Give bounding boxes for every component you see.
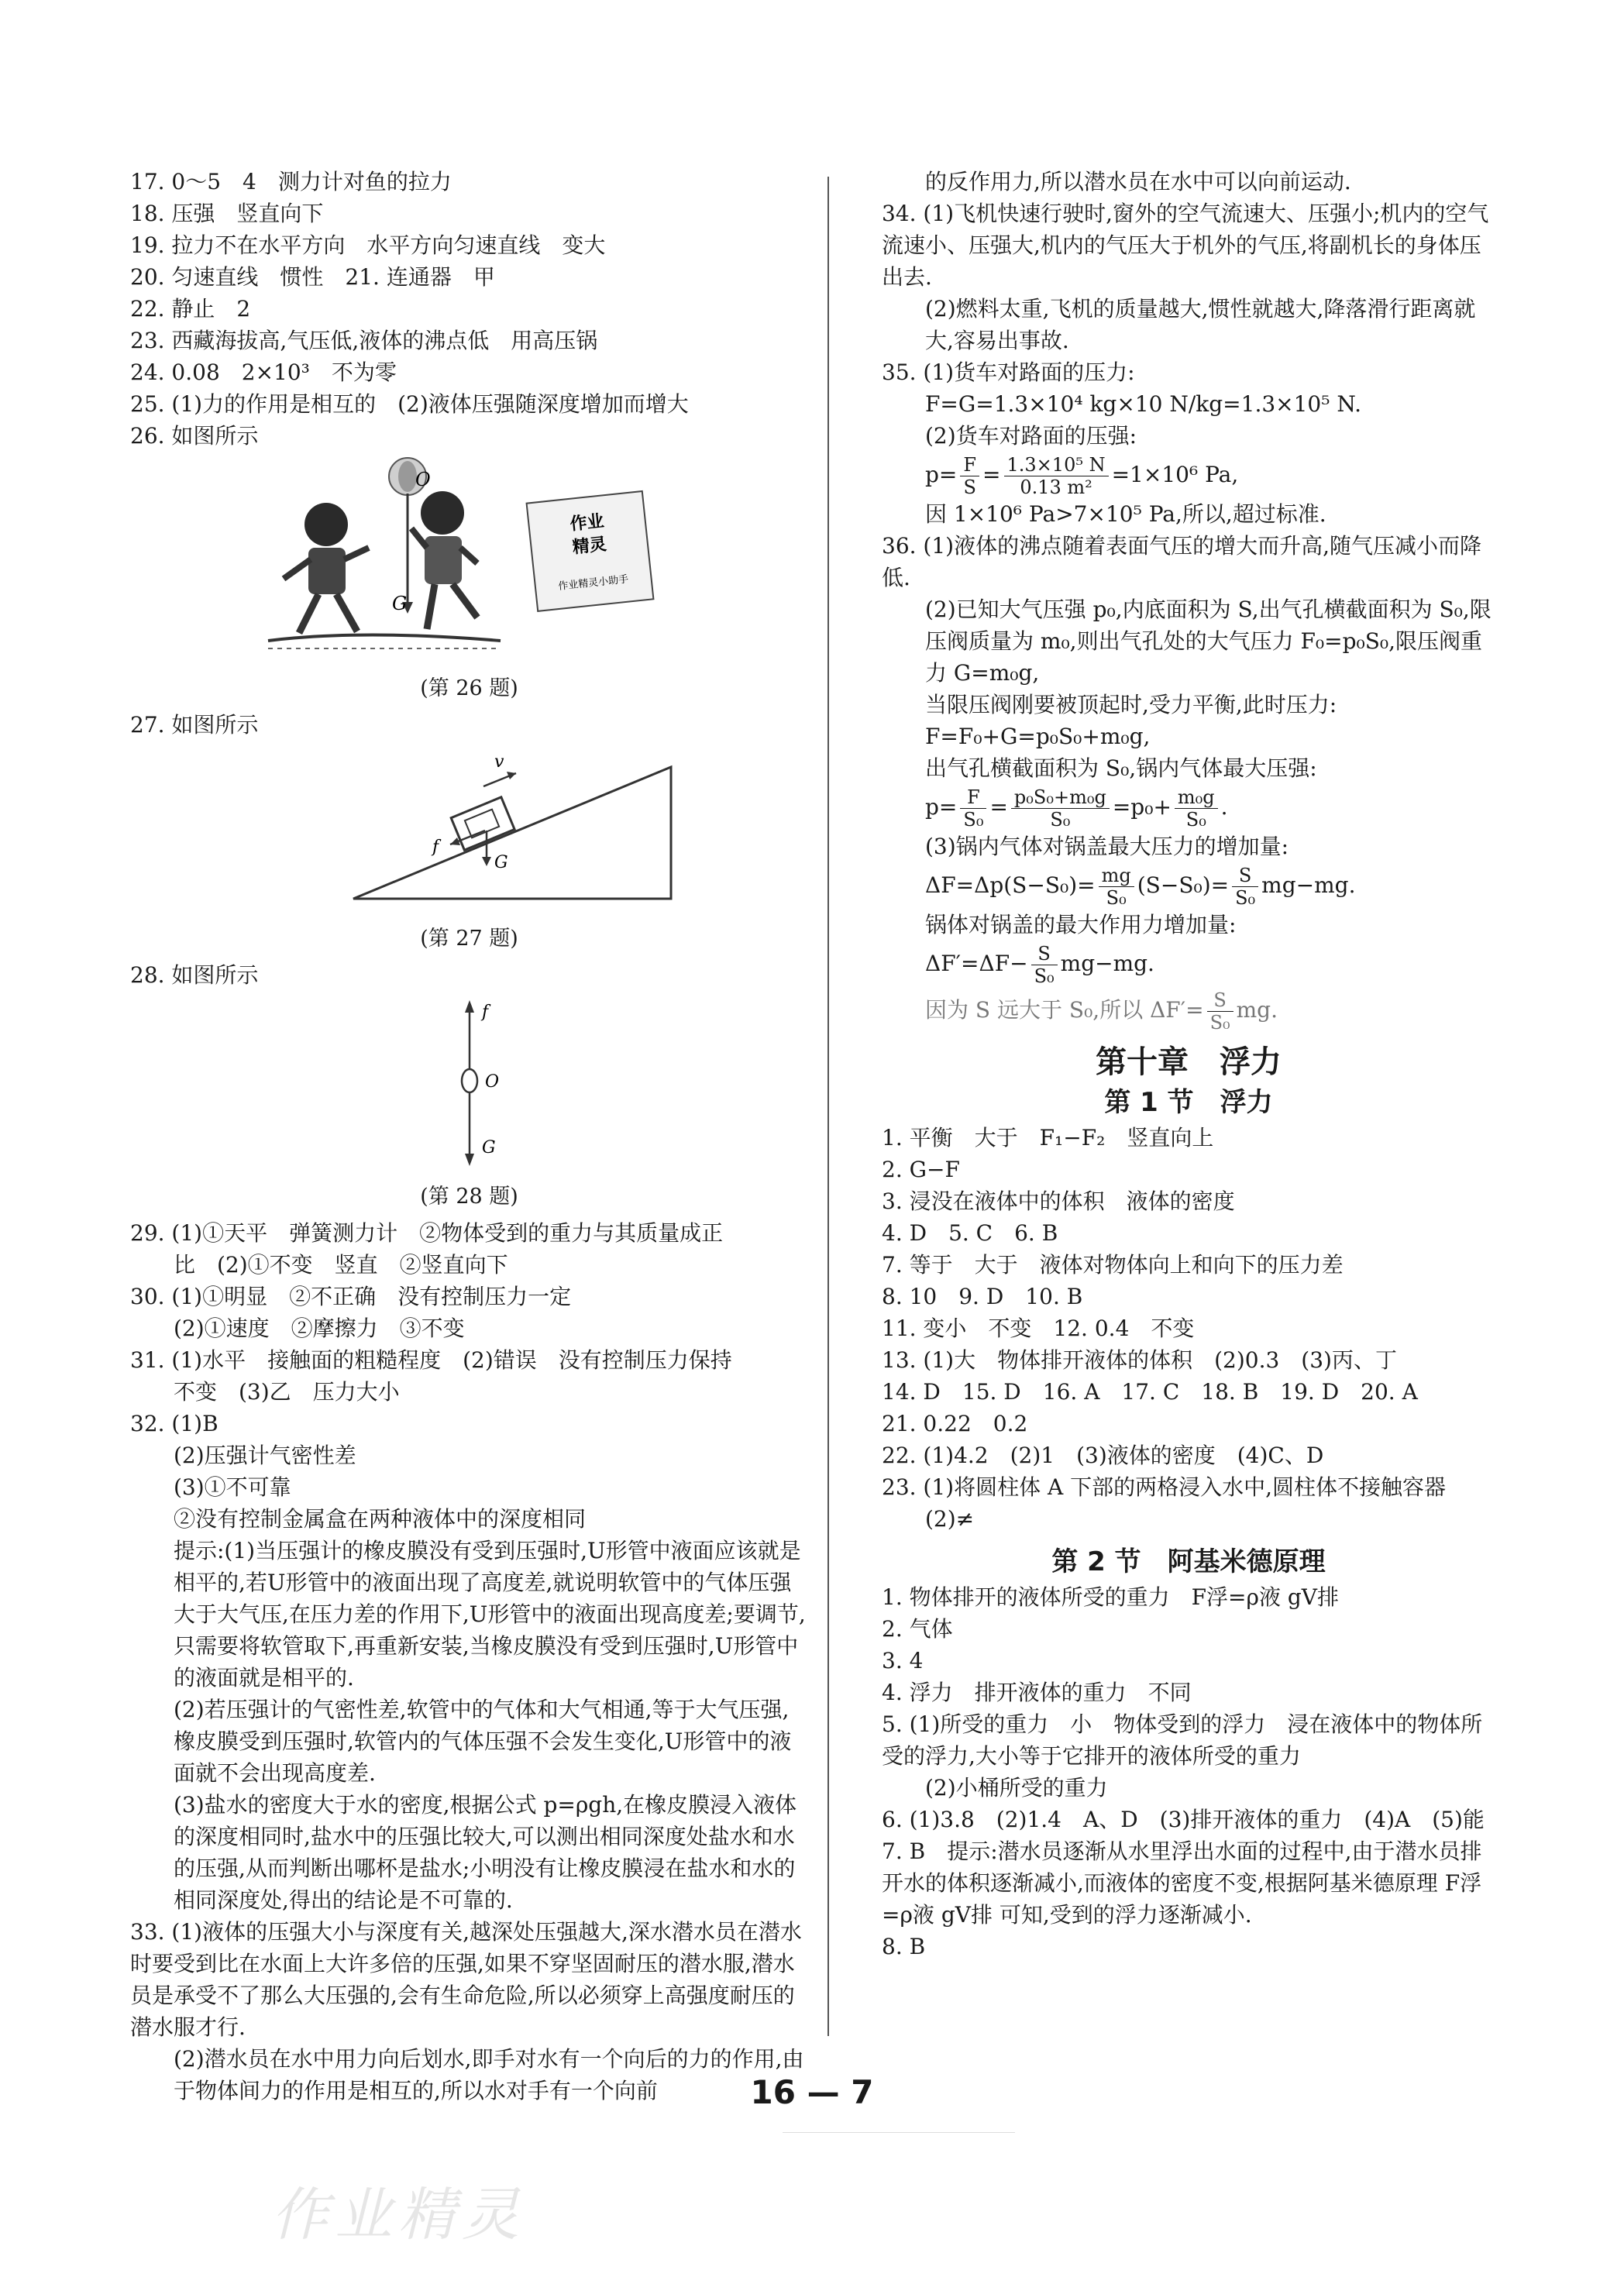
figure-27 — [130, 744, 808, 954]
answer-32-d: ②没有控制金属盒在两种液体中的深度相同 — [174, 1506, 587, 1532]
sec2-answer-6: 6. (1)3.8 (2)1.4 A、D (3)排开液体的重力 (4)A (5)能 — [882, 1807, 1485, 1832]
answer-35-e: 因 1×10⁶ Pa>7×10⁵ Pa,所以,超过标准. — [925, 501, 1326, 527]
answer-35-a: 35. (1)货车对路面的压力: — [882, 359, 1135, 385]
sec2-answer-5-b: (2)小桶所受的重力 — [925, 1775, 1108, 1801]
answer-36-c: 当限压阀刚要被顶起时,受力平衡,此时压力: — [925, 692, 1337, 717]
answer-36-k-equation: 因为 S 远大于 S₀,所以 ΔF′= $\frac{S}{\text{S₀}}$ mg. — [925, 989, 1278, 1034]
sec1-answer-21: 21. 0.22 0.2 — [882, 1411, 1028, 1436]
answer-35-d-equation: p= $\frac{F}{S}$ = $\frac{\text{1.3×10⁵ N}}{\text{0.13 m²}}$ =1×10⁶ Pa, — [925, 454, 1239, 498]
answer-26: 26. 如图所示 — [130, 423, 259, 449]
answer-29-a: 29. (1)①天平 弹簧测力计 ②物体受到的重力与其质量成正 — [130, 1220, 724, 1246]
fig28-f-label: f — [481, 1003, 488, 1022]
answer-18: 18. 压强 竖直向下 — [130, 201, 324, 226]
sec1-answer-8-10: 8. 10 9. D 10. B — [882, 1284, 1083, 1309]
answer-22: 22. 静止 2 — [130, 296, 251, 322]
answer-27: 27. 如图所示 — [130, 712, 259, 738]
answer-32-hint-3: (3)盐水的密度大于水的密度,根据公式 p=ρgh,在橡皮膜浸入液体的深度相同时,盐水中的压强比较大,可以测出相同深度处盐水和水的压强,从而判断出哪杯是盐水;小明没有让橡皮膜浸在盐水和水的相同深度处,得出的结论是不可靠的. — [174, 1792, 797, 1913]
sec1-answer-14-20: 14. D 15. D 16. A 17. C 18. B 19. D 20. A — [882, 1379, 1418, 1405]
answer-33-c: 的反作用力,所以潜水员在水中可以向前运动. — [925, 169, 1351, 194]
sec1-answer-7: 7. 等于 大于 液体对物体向上和向下的压力差 — [882, 1252, 1344, 1278]
answer-29-b: 比 (2)①不变 竖直 ②竖直向下 — [174, 1252, 508, 1278]
answer-34-b: (2)燃料太重,飞机的质量越大,惯性就越大,降落滑行距离就大,容易出事故. — [925, 296, 1476, 353]
answer-36-b: (2)已知大气压强 p₀,内底面积为 S,出气孔横截面积为 S₀,限压阀质量为 m₀,则出气孔处的大气压力 F₀=p₀S₀,限压阀重力 G=m₀g, — [925, 597, 1492, 686]
answer-36-a: 36. (1)液体的沸点随着表面气压的增大而升高,随气压减小而降低. — [882, 533, 1481, 590]
answer-32-hint-1: 提示:(1)当压强计的橡皮膜没有受到压强时,U形管中液面应该就是相平的,若U形管中的液面出现了高度差,就说明软管中的气体压强大于大气压,在压力差的作用下,U形管中的液面出现高度差;要调节,只需要将软管取下,再重新安装,当橡皮膜没有受到压强时,U形管中的液面就是相平的. — [174, 1538, 806, 1691]
page-number: 16 — 7 — [750, 2073, 874, 2111]
answer-33-a: 33. (1)液体的压强大小与深度有关,越深处压强越大,深水潜水员在潜水时要受到比在水面上大许多倍的压强,如果不穿坚固耐压的潜水服,潜水员是承受不了那么大压强的,会有生命危险,所以必须穿上高强度耐压的潜水服才行. — [130, 1919, 802, 2040]
stamp-line1: 作业 — [568, 511, 605, 535]
fig27-f-label: f — [432, 838, 439, 857]
figure-28-caption: (第 28 题) — [420, 1185, 518, 1209]
fig28-O-label: O — [484, 1072, 499, 1092]
answer-32-c: (3)①不可靠 — [174, 1474, 291, 1500]
figure-26-illustration — [253, 455, 686, 664]
left-column — [130, 166, 808, 2107]
answer-30-a: 30. (1)①明显 ②不正确 没有控制压力一定 — [130, 1284, 572, 1309]
section-1-title: 第 1 节 浮力 — [1104, 1087, 1273, 1118]
stamp-logo — [526, 491, 653, 611]
sec2-answer-8: 8. B — [882, 1934, 926, 1959]
sec2-answer-4: 4. 浮力 排开液体的重力 不同 — [882, 1680, 1192, 1705]
watermark: 作业精灵 — [271, 2182, 525, 2248]
figure-28-forces — [392, 994, 547, 1172]
sec1-answer-4-6: 4. D 5. C 6. B — [882, 1220, 1058, 1246]
answer-36-d: F=F₀+G=p₀S₀+m₀g, — [925, 724, 1151, 749]
column-divider — [827, 177, 829, 2036]
answer-28: 28. 如图所示 — [130, 962, 259, 988]
sec1-answer-11-12: 11. 变小 不变 12. 0.4 不变 — [882, 1316, 1195, 1341]
right-column — [882, 166, 1495, 1962]
fig26-O-label: O — [415, 469, 431, 490]
answer-34-a: 34. (1)飞机快速行驶时,窗外的空气流速大、压强小;机内的空气流速小、压强大,机内的气压大于机外的气压,将副机长的身体压出去. — [882, 201, 1489, 290]
stamp-line2: 精灵 — [571, 535, 607, 558]
figure-26-caption: (第 26 题) — [420, 676, 518, 700]
answer-25: 25. (1)力的作用是相互的 (2)液体压强随深度增加而增大 — [130, 391, 689, 417]
answer-32-a: 32. (1)B — [130, 1411, 218, 1436]
answer-35-c: (2)货车对路面的压强: — [925, 423, 1137, 449]
fig26-G-label: G — [391, 593, 407, 614]
answer-23: 23. 西藏海拔高,气压低,液体的沸点低 用高压锅 — [130, 328, 598, 353]
answer-36-h-equation: ΔF=Δp(S−S₀)= $\frac{mg}{\text{S₀}}$ (S−S₀)= $\frac{S}{\text{S₀}}$ mg−mg. — [925, 865, 1356, 909]
chapter-title: 第十章 浮力 — [1096, 1044, 1282, 1080]
sec2-answer-1: 1. 物体排开的液体所受的重力 F浮=ρ液 gV排 — [882, 1584, 1340, 1610]
sec1-answer-2: 2. G−F — [882, 1157, 960, 1182]
answer-36-j-equation: ΔF′=ΔF− $\frac{S}{\text{S₀}}$ mg−mg. — [925, 943, 1154, 987]
fig28-G-label: G — [481, 1138, 496, 1157]
sec1-answer-23-b: (2)≠ — [925, 1506, 975, 1532]
answer-33-b: (2)潜水员在水中用力向后划水,即手对水有一个向后的力的作用,由于物体间力的作用是相互的,所以水对手有一个向前 — [174, 2046, 804, 2103]
answer-31-b: 不变 (3)乙 压力大小 — [174, 1379, 400, 1405]
answer-31-a: 31. (1)水平 接触面的粗糙程度 (2)错误 没有控制压力保持 — [130, 1347, 732, 1373]
figure-27-caption: (第 27 题) — [420, 927, 518, 951]
figure-26 — [130, 455, 808, 704]
sec2-answer-5-a: 5. (1)所受的重力 小 物体受到的浮力 浸在液体中的物体所受的浮力,大小等于它排开的液体所受的重力 — [882, 1711, 1483, 1769]
sec1-answer-22: 22. (1)4.2 (2)1 (3)液体的密度 (4)C、D — [882, 1443, 1324, 1468]
sec1-answer-13: 13. (1)大 物体排开液体的体积 (2)0.3 (3)丙、丁 — [882, 1347, 1397, 1373]
answer-36-i: 锅体对锅盖的最大作用力增加量: — [925, 912, 1237, 937]
answer-36-f-equation: p= $\frac{F}{\text{S₀}}$ = $\frac{\text{p₀S₀+m₀g}}{\text{S₀}}$ =p₀+ $\frac{\text{m₀g}}{\text{S₀}}$ . — [925, 786, 1228, 831]
answer-36-g: (3)锅内气体对锅盖最大压力的增加量: — [925, 834, 1289, 859]
answer-35-b: F=G=1.3×10⁴ kg×10 N/kg=1.3×10⁵ N. — [925, 391, 1361, 417]
answer-30-b: (2)①速度 ②摩擦力 ③不变 — [174, 1316, 465, 1341]
figure-28 — [130, 994, 808, 1212]
answer-17: 17. 0～5 4 测力计对鱼的拉力 — [130, 169, 452, 194]
section-2-title: 第 2 节 阿基米德原理 — [1051, 1546, 1326, 1577]
sec1-answer-3: 3. 浸没在液体中的体积 液体的密度 — [882, 1188, 1235, 1214]
stamp-line3: 作业精灵小助手 — [557, 573, 629, 593]
answer-24: 24. 0.08 2×10³ 不为零 — [130, 359, 397, 385]
sec2-answer-3: 3. 4 — [882, 1648, 924, 1673]
answer-19: 19. 拉力不在水平方向 水平方向匀速直线 变大 — [130, 232, 606, 258]
sec2-answer-2: 2. 气体 — [882, 1616, 953, 1642]
footer-rule — [783, 2132, 1015, 2133]
figure-27-incline — [237, 744, 702, 914]
answer-32-hint-2: (2)若压强计的气密性差,软管中的气体和大气相通,等于大气压强,橡皮膜受到压强时,软管内的气体压强不会发生变化,U形管中的液面就不会出现高度差. — [174, 1697, 792, 1786]
sec2-answer-7: 7. B 提示:潜水员逐渐从水里浮出水面的过程中,由于潜水员排开水的体积逐渐减小,而液体的密度不变,根据阿基米德原理 F浮=ρ液 gV排 可知,受到的浮力逐渐减小. — [882, 1838, 1482, 1928]
sec1-answer-23-a: 23. (1)将圆柱体 A 下部的两格浸入水中,圆柱体不接触容器 — [882, 1474, 1447, 1500]
answer-32-b: (2)压强计气密性差 — [174, 1443, 356, 1468]
answer-36-e: 出气孔横截面积为 S₀,锅内气体最大压强: — [925, 755, 1317, 781]
answer-20-21: 20. 匀速直线 惯性 21. 连通器 甲 — [130, 264, 495, 290]
fig27-G-label: G — [494, 853, 508, 872]
sec1-answer-1: 1. 平衡 大于 F₁−F₂ 竖直向上 — [882, 1125, 1214, 1151]
fig27-v-label: v — [494, 752, 504, 772]
